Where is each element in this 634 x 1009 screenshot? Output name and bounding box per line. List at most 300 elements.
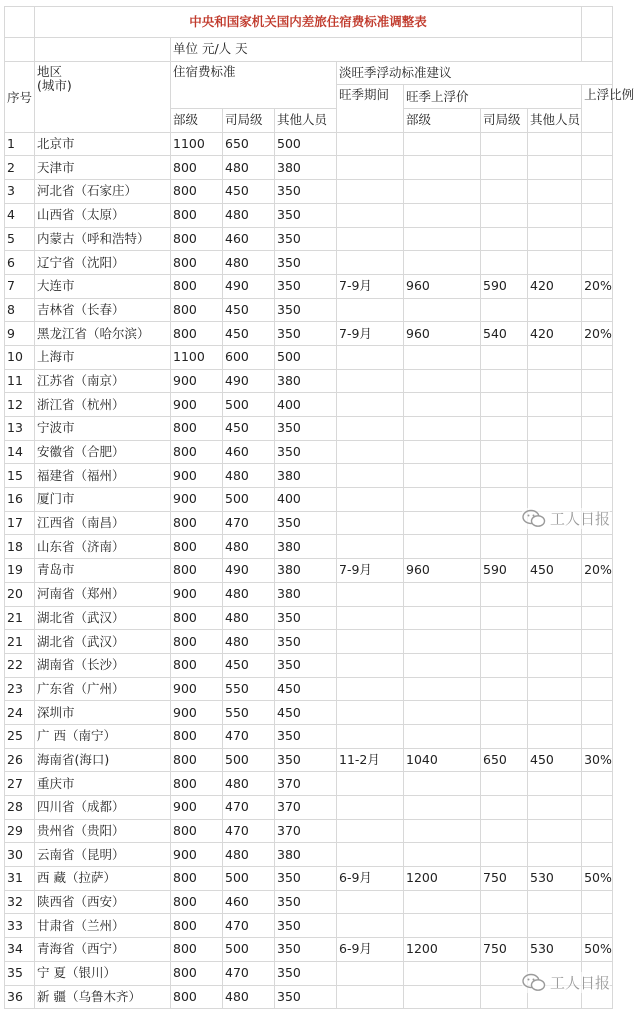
bureau-rate-cell: 470	[223, 796, 275, 820]
table-title: 中央和国家机关国内差旅住宿费标准调整表	[35, 7, 582, 38]
rise-ratio-cell	[582, 772, 613, 796]
peak-period-cell	[337, 393, 404, 417]
region-cell: 湖南省（长沙）	[35, 653, 171, 677]
table-row	[5, 630, 613, 654]
header-seasonal-advice: 淡旺季浮动标准建议	[337, 61, 613, 85]
others-rate-cell: 350	[275, 938, 337, 962]
peak-period-cell	[337, 724, 404, 748]
region-cell: 天津市	[35, 156, 171, 180]
table-row	[5, 369, 613, 393]
others-rate-cell: 350	[275, 914, 337, 938]
ministry-rate-cell: 800	[171, 227, 223, 251]
others-rate-cell: 380	[275, 582, 337, 606]
table-row	[5, 796, 613, 820]
ministry-rate-cell: 800	[171, 867, 223, 891]
peak-others-cell	[528, 227, 582, 251]
ministry-rate-cell: 800	[171, 535, 223, 559]
rise-ratio-cell	[582, 606, 613, 630]
table-row	[5, 559, 613, 583]
others-rate-cell: 350	[275, 180, 337, 204]
peak-others-cell	[528, 251, 582, 275]
table-row	[5, 417, 613, 441]
unit-label: 单位 元/人 天	[171, 38, 582, 62]
header-peak-bureau: 司局级	[481, 109, 528, 133]
peak-bureau-cell	[481, 227, 528, 251]
rise-ratio-cell	[582, 677, 613, 701]
bureau-rate-cell: 460	[223, 890, 275, 914]
rise-ratio-cell	[582, 440, 613, 464]
peak-others-cell	[528, 393, 582, 417]
rise-ratio-cell	[582, 464, 613, 488]
header-seq: 序号	[5, 61, 35, 132]
others-rate-cell: 380	[275, 464, 337, 488]
peak-bureau-cell	[481, 251, 528, 275]
rise-ratio-cell	[582, 796, 613, 820]
peak-others-cell	[528, 843, 582, 867]
region-cell: 山东省（济南）	[35, 535, 171, 559]
rise-ratio-cell	[582, 203, 613, 227]
region-cell: 江苏省（南京）	[35, 369, 171, 393]
peak-ministry-cell	[404, 914, 481, 938]
header-region-line2: (城市)	[37, 77, 72, 93]
seq-cell: 30	[5, 843, 35, 867]
peak-ministry-cell	[404, 417, 481, 441]
peak-ministry-cell	[404, 227, 481, 251]
table-row	[5, 322, 613, 346]
peak-others-cell	[528, 345, 582, 369]
region-cell: 海南省(海口)	[35, 748, 171, 772]
others-rate-cell: 350	[275, 417, 337, 441]
peak-others-cell	[528, 464, 582, 488]
bureau-rate-cell: 480	[223, 464, 275, 488]
peak-bureau-cell	[481, 535, 528, 559]
peak-bureau-cell	[481, 772, 528, 796]
others-rate-cell: 350	[275, 890, 337, 914]
others-rate-cell: 400	[275, 488, 337, 512]
table-row	[5, 227, 613, 251]
table-row	[5, 393, 613, 417]
ministry-rate-cell: 800	[171, 985, 223, 1009]
seq-cell: 31	[5, 867, 35, 891]
peak-others-cell	[528, 819, 582, 843]
peak-others-cell	[528, 535, 582, 559]
bureau-rate-cell: 490	[223, 274, 275, 298]
ministry-rate-cell: 800	[171, 156, 223, 180]
seq-cell: 21	[5, 606, 35, 630]
peak-bureau-cell	[481, 606, 528, 630]
peak-period-cell: 7-9月	[337, 559, 404, 583]
peak-ministry-cell	[404, 582, 481, 606]
seq-cell: 24	[5, 701, 35, 725]
peak-ministry-cell	[404, 393, 481, 417]
peak-period-cell	[337, 630, 404, 654]
seq-cell: 3	[5, 180, 35, 204]
peak-ministry-cell	[404, 369, 481, 393]
ministry-rate-cell: 900	[171, 369, 223, 393]
seq-cell: 15	[5, 464, 35, 488]
region-cell: 广 西（南宁）	[35, 724, 171, 748]
peak-others-cell	[528, 890, 582, 914]
seq-cell: 14	[5, 440, 35, 464]
others-rate-cell: 380	[275, 535, 337, 559]
others-rate-cell: 500	[275, 345, 337, 369]
bureau-rate-cell: 480	[223, 251, 275, 275]
peak-bureau-cell	[481, 203, 528, 227]
wechat-icon	[522, 509, 546, 529]
region-cell: 云南省（昆明）	[35, 843, 171, 867]
bureau-rate-cell: 490	[223, 559, 275, 583]
seq-cell: 27	[5, 772, 35, 796]
bureau-rate-cell: 500	[223, 393, 275, 417]
peak-period-cell	[337, 345, 404, 369]
peak-ministry-cell: 960	[404, 274, 481, 298]
bureau-rate-cell: 480	[223, 843, 275, 867]
peak-ministry-cell	[404, 180, 481, 204]
region-cell: 内蒙古（呼和浩特）	[35, 227, 171, 251]
peak-period-cell	[337, 890, 404, 914]
ministry-rate-cell: 900	[171, 796, 223, 820]
header-ministry: 部级	[171, 109, 223, 133]
peak-period-cell	[337, 180, 404, 204]
region-cell: 浙江省（杭州）	[35, 393, 171, 417]
bureau-rate-cell: 550	[223, 677, 275, 701]
others-rate-cell: 500	[275, 132, 337, 156]
seq-cell: 13	[5, 417, 35, 441]
watermark-text: 工人日报	[549, 510, 610, 528]
peak-ministry-cell	[404, 440, 481, 464]
ministry-rate-cell: 800	[171, 890, 223, 914]
region-cell: 青岛市	[35, 559, 171, 583]
bureau-rate-cell: 480	[223, 985, 275, 1009]
others-rate-cell: 350	[275, 961, 337, 985]
peak-others-cell	[528, 369, 582, 393]
peak-ministry-cell: 1040	[404, 748, 481, 772]
rise-ratio-cell	[582, 132, 613, 156]
peak-period-cell	[337, 298, 404, 322]
table-row	[5, 772, 613, 796]
region-cell: 湖北省（武汉）	[35, 606, 171, 630]
peak-period-cell	[337, 961, 404, 985]
ministry-rate-cell: 800	[171, 606, 223, 630]
peak-period-cell	[337, 677, 404, 701]
peak-period-cell	[337, 606, 404, 630]
peak-bureau-cell	[481, 890, 528, 914]
rise-ratio-cell: 30%	[582, 748, 613, 772]
bureau-rate-cell: 460	[223, 440, 275, 464]
peak-bureau-cell	[481, 653, 528, 677]
table-row	[5, 843, 613, 867]
peak-bureau-cell	[481, 369, 528, 393]
seq-cell: 29	[5, 819, 35, 843]
others-rate-cell: 350	[275, 227, 337, 251]
table-row	[5, 701, 613, 725]
ministry-rate-cell: 1100	[171, 345, 223, 369]
table-row	[5, 156, 613, 180]
table-row	[5, 582, 613, 606]
peak-period-cell	[337, 369, 404, 393]
peak-others-cell: 450	[528, 559, 582, 583]
peak-ministry-cell	[404, 724, 481, 748]
peak-ministry-cell	[404, 961, 481, 985]
peak-ministry-cell	[404, 535, 481, 559]
region-cell: 青海省（西宁）	[35, 938, 171, 962]
region-cell: 宁 夏（银川）	[35, 961, 171, 985]
table-row	[5, 251, 613, 275]
peak-others-cell: 530	[528, 867, 582, 891]
header-others: 其他人员	[275, 109, 337, 133]
peak-period-cell: 7-9月	[337, 274, 404, 298]
rise-ratio-cell: 20%	[582, 559, 613, 583]
peak-bureau-cell: 590	[481, 274, 528, 298]
seq-cell: 11	[5, 369, 35, 393]
table-row	[5, 464, 613, 488]
region-cell: 重庆市	[35, 772, 171, 796]
peak-bureau-cell	[481, 914, 528, 938]
peak-others-cell	[528, 298, 582, 322]
peak-bureau-cell	[481, 582, 528, 606]
spreadsheet	[4, 6, 634, 1009]
bureau-rate-cell: 450	[223, 298, 275, 322]
rise-ratio-cell	[582, 393, 613, 417]
peak-period-cell: 7-9月	[337, 322, 404, 346]
ministry-rate-cell: 900	[171, 701, 223, 725]
others-rate-cell: 370	[275, 796, 337, 820]
region-cell: 甘肃省（兰州）	[35, 914, 171, 938]
table-row	[5, 677, 613, 701]
peak-period-cell	[337, 535, 404, 559]
seq-cell: 22	[5, 653, 35, 677]
bureau-rate-cell: 490	[223, 369, 275, 393]
peak-ministry-cell	[404, 772, 481, 796]
rise-ratio-cell: 50%	[582, 938, 613, 962]
others-rate-cell: 350	[275, 251, 337, 275]
header-rise-ratio: 上浮比例	[582, 85, 613, 132]
bureau-rate-cell: 650	[223, 132, 275, 156]
seq-cell: 10	[5, 345, 35, 369]
ministry-rate-cell: 800	[171, 274, 223, 298]
peak-others-cell	[528, 796, 582, 820]
table-row	[5, 180, 613, 204]
others-rate-cell: 350	[275, 748, 337, 772]
table-row	[5, 535, 613, 559]
peak-period-cell: 6-9月	[337, 938, 404, 962]
seq-cell: 23	[5, 677, 35, 701]
peak-ministry-cell	[404, 132, 481, 156]
rise-ratio-cell	[582, 298, 613, 322]
table-row	[5, 938, 613, 962]
region-cell: 广东省（广州）	[35, 677, 171, 701]
peak-ministry-cell	[404, 985, 481, 1009]
peak-others-cell	[528, 914, 582, 938]
peak-bureau-cell	[481, 677, 528, 701]
header-peak-period: 旺季期间	[337, 85, 404, 132]
ministry-rate-cell: 900	[171, 843, 223, 867]
peak-bureau-cell	[481, 417, 528, 441]
rise-ratio-cell	[582, 890, 613, 914]
watermark	[522, 508, 610, 529]
others-rate-cell: 350	[275, 274, 337, 298]
peak-period-cell	[337, 488, 404, 512]
peak-period-cell	[337, 914, 404, 938]
table-row	[5, 890, 613, 914]
rise-ratio-cell	[582, 701, 613, 725]
wechat-icon	[522, 973, 546, 993]
others-rate-cell: 450	[275, 701, 337, 725]
peak-period-cell	[337, 772, 404, 796]
ministry-rate-cell: 900	[171, 582, 223, 606]
rise-ratio-cell	[582, 653, 613, 677]
others-rate-cell: 350	[275, 867, 337, 891]
peak-bureau-cell: 590	[481, 559, 528, 583]
seq-cell: 2	[5, 156, 35, 180]
bureau-rate-cell: 550	[223, 701, 275, 725]
table-row	[5, 724, 613, 748]
region-cell: 山西省（太原）	[35, 203, 171, 227]
region-cell: 深圳市	[35, 701, 171, 725]
peak-ministry-cell: 1200	[404, 867, 481, 891]
bureau-rate-cell: 450	[223, 180, 275, 204]
peak-others-cell: 450	[528, 748, 582, 772]
peak-ministry-cell	[404, 890, 481, 914]
peak-bureau-cell	[481, 488, 528, 512]
watermark-text-bottom: 工人日报	[549, 974, 610, 992]
ministry-rate-cell: 800	[171, 322, 223, 346]
rise-ratio-cell	[582, 582, 613, 606]
peak-period-cell	[337, 464, 404, 488]
seq-cell: 21	[5, 630, 35, 654]
header-peak-ministry: 部级	[404, 109, 481, 133]
peak-period-cell	[337, 701, 404, 725]
peak-period-cell: 11-2月	[337, 748, 404, 772]
bureau-rate-cell: 470	[223, 819, 275, 843]
rise-ratio-cell	[582, 417, 613, 441]
seq-cell: 9	[5, 322, 35, 346]
ministry-rate-cell: 800	[171, 630, 223, 654]
bureau-rate-cell: 480	[223, 535, 275, 559]
others-rate-cell: 380	[275, 369, 337, 393]
peak-others-cell	[528, 132, 582, 156]
region-cell: 西 藏（拉萨）	[35, 867, 171, 891]
seq-cell: 26	[5, 748, 35, 772]
region-cell: 河南省（郑州）	[35, 582, 171, 606]
peak-ministry-cell: 960	[404, 322, 481, 346]
peak-period-cell	[337, 985, 404, 1009]
peak-others-cell: 420	[528, 274, 582, 298]
ministry-rate-cell: 800	[171, 251, 223, 275]
peak-bureau-cell	[481, 985, 528, 1009]
table-row	[5, 819, 613, 843]
peak-others-cell	[528, 724, 582, 748]
watermark-bottom	[522, 972, 610, 993]
peak-bureau-cell	[481, 819, 528, 843]
region-cell: 福建省（福州）	[35, 464, 171, 488]
others-rate-cell: 370	[275, 772, 337, 796]
others-rate-cell: 350	[275, 511, 337, 535]
rise-ratio-cell	[582, 914, 613, 938]
others-rate-cell: 380	[275, 559, 337, 583]
region-cell: 四川省（成都）	[35, 796, 171, 820]
table-row	[5, 914, 613, 938]
region-cell: 陕西省（西安）	[35, 890, 171, 914]
region-cell: 安徽省（合肥）	[35, 440, 171, 464]
bureau-rate-cell: 480	[223, 630, 275, 654]
peak-bureau-cell: 750	[481, 938, 528, 962]
region-cell: 新 疆（乌鲁木齐）	[35, 985, 171, 1009]
others-rate-cell: 350	[275, 724, 337, 748]
peak-period-cell	[337, 843, 404, 867]
ministry-rate-cell: 900	[171, 677, 223, 701]
bureau-rate-cell: 500	[223, 938, 275, 962]
peak-others-cell: 530	[528, 938, 582, 962]
ministry-rate-cell: 800	[171, 417, 223, 441]
region-cell: 黑龙江省（哈尔滨）	[35, 322, 171, 346]
peak-others-cell	[528, 677, 582, 701]
header-peak-price: 旺季上浮价	[404, 85, 582, 109]
ministry-rate-cell: 1100	[171, 132, 223, 156]
table-row	[5, 298, 613, 322]
peak-others-cell	[528, 606, 582, 630]
peak-bureau-cell	[481, 843, 528, 867]
table-row	[5, 606, 613, 630]
bureau-rate-cell: 480	[223, 582, 275, 606]
peak-bureau-cell	[481, 440, 528, 464]
rise-ratio-cell	[582, 345, 613, 369]
peak-ministry-cell	[404, 796, 481, 820]
peak-bureau-cell	[481, 796, 528, 820]
seq-cell: 18	[5, 535, 35, 559]
bureau-rate-cell: 450	[223, 417, 275, 441]
peak-ministry-cell	[404, 701, 481, 725]
peak-period-cell	[337, 653, 404, 677]
peak-others-cell	[528, 440, 582, 464]
rise-ratio-cell: 20%	[582, 274, 613, 298]
peak-bureau-cell	[481, 393, 528, 417]
rise-ratio-cell	[582, 180, 613, 204]
peak-period-cell	[337, 156, 404, 180]
peak-ministry-cell	[404, 156, 481, 180]
bureau-rate-cell: 480	[223, 772, 275, 796]
header-lodging-standard: 住宿费标准	[171, 61, 337, 108]
header-bureau: 司局级	[223, 109, 275, 133]
peak-ministry-cell	[404, 843, 481, 867]
bureau-rate-cell: 470	[223, 961, 275, 985]
ministry-rate-cell: 800	[171, 203, 223, 227]
peak-ministry-cell	[404, 511, 481, 535]
seq-cell: 12	[5, 393, 35, 417]
bureau-rate-cell: 600	[223, 345, 275, 369]
others-rate-cell: 350	[275, 298, 337, 322]
table-row	[5, 748, 613, 772]
table-row	[5, 867, 613, 891]
bureau-rate-cell: 460	[223, 227, 275, 251]
peak-ministry-cell	[404, 251, 481, 275]
peak-ministry-cell	[404, 653, 481, 677]
peak-period-cell	[337, 417, 404, 441]
table-row	[5, 653, 613, 677]
ministry-rate-cell: 800	[171, 511, 223, 535]
region-cell: 北京市	[35, 132, 171, 156]
bureau-rate-cell: 500	[223, 748, 275, 772]
others-rate-cell: 350	[275, 653, 337, 677]
rise-ratio-cell: 50%	[582, 867, 613, 891]
rise-ratio-cell	[582, 630, 613, 654]
region-cell: 厦门市	[35, 488, 171, 512]
peak-bureau-cell	[481, 345, 528, 369]
rise-ratio-cell: 20%	[582, 322, 613, 346]
seq-cell: 8	[5, 298, 35, 322]
others-rate-cell: 350	[275, 203, 337, 227]
peak-period-cell	[337, 819, 404, 843]
